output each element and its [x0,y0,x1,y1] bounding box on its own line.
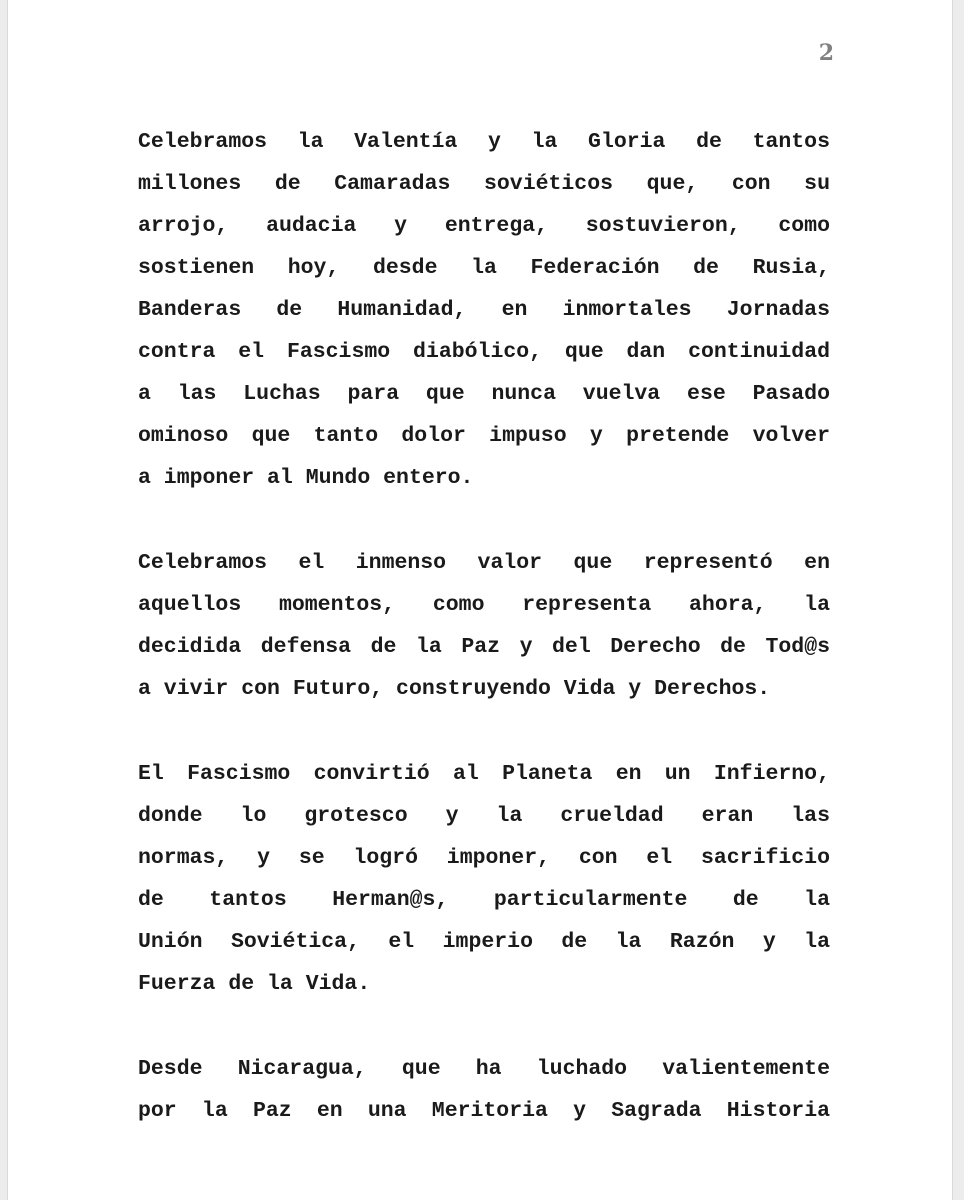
paragraph-1 [138,121,830,499]
text-line: Unión Soviética, el imperio de la Razón y la [138,930,830,954]
text-line: El Fascismo convirtió al Planeta en un Infierno, [138,762,830,786]
text-line: donde lo grotesco y la crueldad eran las [138,804,830,828]
text-line: ominoso que tanto dolor impuso y pretende volver [138,424,830,448]
text-line: a las Luchas para que nunca vuelva ese Pasado [138,382,830,406]
text-line: sostienen hoy, desde la Federación de Rusia, [138,256,830,280]
document-page [8,0,952,1200]
paragraph-4 [138,1048,830,1132]
text-line: Celebramos el inmenso valor que representó en [138,551,830,575]
text-line: decidida defensa de la Paz y del Derecho de Tod@s [138,635,830,659]
text-line: normas, y se logró imponer, con el sacrificio [138,846,830,870]
text-line: a imponer al Mundo entero. [138,466,474,490]
text-line: a vivir con Futuro, construyendo Vida y Derechos. [138,677,771,701]
text-line: aquellos momentos, como representa ahora, la [138,593,830,617]
text-line: Celebramos la Valentía y la Gloria de tantos [138,130,830,154]
paragraph-2 [138,542,830,710]
text-line: Fuerza de la Vida. [138,972,371,996]
text-line: de tantos Herman@s, particularmente de la [138,888,830,912]
text-line: por la Paz en una Meritoria y Sagrada Historia [138,1099,830,1123]
text-line: millones de Camaradas soviéticos que, con su [138,172,830,196]
text-line: Banderas de Humanidad, en inmortales Jornadas [138,298,830,322]
text-line: Desde Nicaragua, que ha luchado valientemente [138,1057,830,1081]
text-line: arrojo, audacia y entrega, sostuvieron, como [138,214,830,238]
paragraph-3 [138,753,830,1005]
text-line: contra el Fascismo diabólico, que dan continuidad [138,340,830,364]
page-number: 2 [818,40,834,66]
